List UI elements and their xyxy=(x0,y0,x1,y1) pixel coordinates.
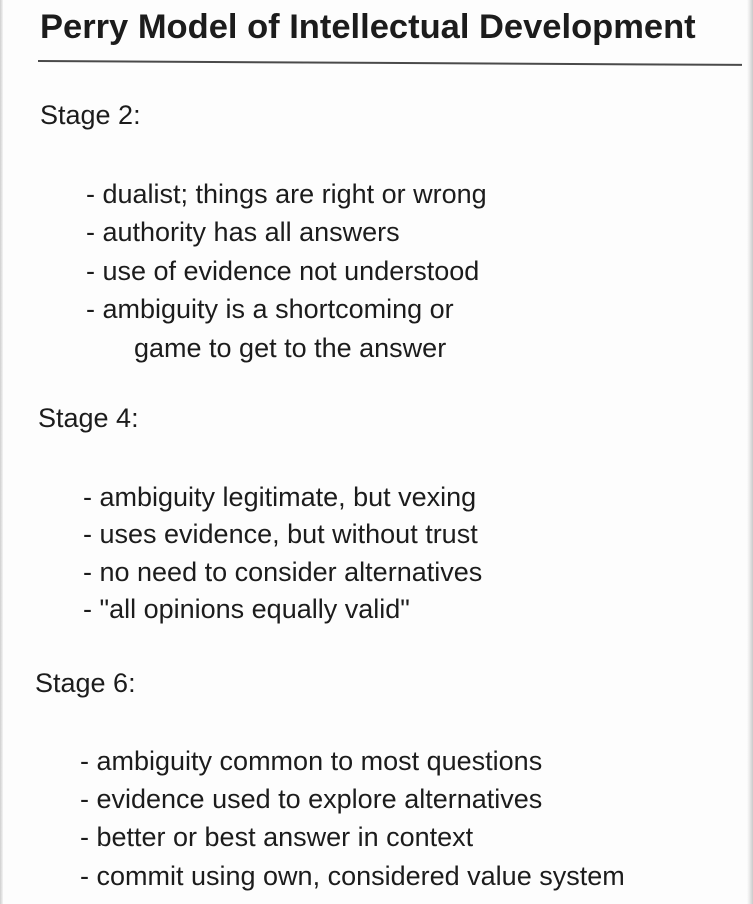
stage-6-bullet-1: - ambiguity common to most questions xyxy=(80,746,543,776)
page-left-edge xyxy=(0,0,3,904)
stage-2-bullet-2: - authority has all answers xyxy=(86,217,400,247)
stage-2-heading: Stage 2: xyxy=(40,100,141,130)
page-right-edge xyxy=(747,0,753,904)
stage-2-bullet-4: - ambiguity is a shortcoming or xyxy=(86,294,454,324)
stage-6-bullet-4: - commit using own, considered value system xyxy=(80,861,625,891)
stage-2-bullet-4-continuation: game to get to the answer xyxy=(134,333,447,363)
title-underline xyxy=(38,60,742,66)
stage-6-bullet-2: - evidence used to explore alternatives xyxy=(80,784,543,814)
stage-4-bullet-3: - no need to consider alternatives xyxy=(83,557,483,587)
stage-2-bullet-3: - use of evidence not understood xyxy=(86,256,480,286)
page-title: Perry Model of Intellectual Development xyxy=(40,8,696,46)
stage-4-bullet-1: - ambiguity legitimate, but vexing xyxy=(83,482,477,512)
stage-4-bullet-4: - "all opinions equally valid" xyxy=(83,594,410,624)
stage-4-heading: Stage 4: xyxy=(38,403,139,433)
stage-2-bullet-1: - dualist; things are right or wrong xyxy=(86,179,487,209)
stage-6-bullet-3: - better or best answer in context xyxy=(80,822,474,852)
stage-4-bullet-2: - uses evidence, but without trust xyxy=(83,519,478,549)
stage-6-heading: Stage 6: xyxy=(35,668,136,698)
